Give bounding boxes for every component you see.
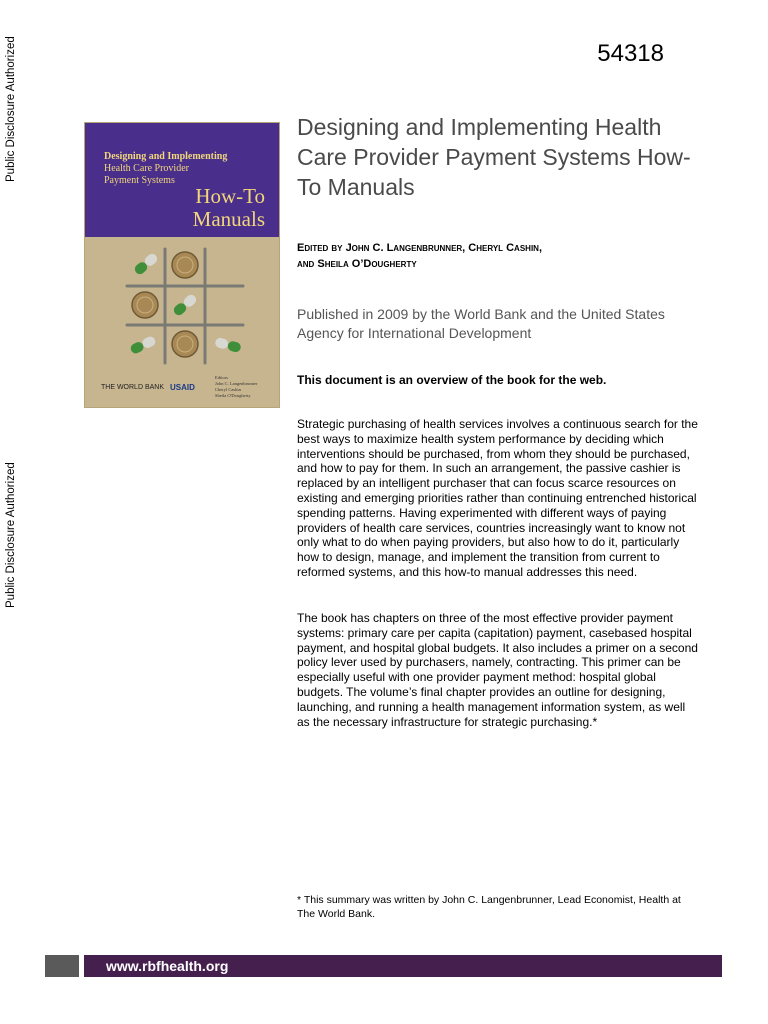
world-bank-logo: THE WORLD BANK	[101, 384, 165, 391]
editors-line: and Sheila O’Dougherty	[297, 258, 417, 270]
cover-subtitle-line: Payment Systems	[104, 175, 175, 186]
cover-subtitle-line: Designing and Implementing	[104, 151, 228, 162]
cover-artwork	[85, 237, 279, 407]
book-cover-image	[84, 122, 280, 408]
footnote: * This summary was written by John C. Langenbrunner, Lead Economist, Health at The World Bank.	[297, 894, 681, 920]
cover-editor-line: Cheryl Cashin	[215, 387, 241, 392]
cover-logos	[101, 383, 195, 392]
document-title: Designing and Implementing Health Care Provider Payment Systems How-To Manuals	[297, 114, 691, 200]
cover-editor-line: John C. Langenbrunner	[215, 381, 258, 386]
footer-bar	[84, 955, 722, 977]
footer-accent-block	[45, 955, 79, 977]
cover-big-title-line: Manuals	[192, 207, 265, 231]
footer-url-link[interactable]: www.rbfhealth.org	[106, 958, 229, 974]
document-number: 54318	[597, 40, 664, 67]
cover-big-title-line: How-To	[195, 184, 265, 208]
side-label-disclosure-bottom: Public Disclosure Authorized	[5, 462, 17, 609]
side-label-disclosure-top: Public Disclosure Authorized	[5, 36, 17, 183]
body-paragraph: Strategic purchasing of health services involves a continuous search for the best ways to maximize health system performance by deciding which interventions should be purchased, from whom they should be purchased, and how to pay for them. In such an arrangement, the passive cashier is replaced by an intelligent purchaser that can focus scarce resources on existing and emerging priorities rather than continuing entrenched historical spending patterns. Having experimented with different ways of paying providers of health care services, countries increasingly want to know not only what to do when paying providers, but also how to do it, particularly how to design, manage, and implement the transition from current to reformed systems, and this how-to manual addresses this need.	[297, 417, 698, 579]
publication-info: Published in 2009 by the World Bank and the United States Agency for International Development	[297, 306, 665, 341]
overview-note: This document is an overview of the book for the web.	[297, 373, 607, 387]
usaid-logo: USAID	[170, 383, 195, 392]
editors-credit	[297, 240, 542, 272]
cover-editor-line: Sheila O'Dougherty	[215, 393, 251, 398]
editors-line: Edited by John C. Langenbrunner, Cheryl Cashin,	[297, 242, 542, 254]
cover-editor-line: Editors	[215, 375, 228, 380]
cover-subtitle-line: Health Care Provider	[104, 163, 189, 174]
cover-title-panel	[85, 123, 279, 237]
body-paragraph: The book has chapters on three of the most effective provider payment systems: primary care per capita (capitation) payment, casebased hospital payment, and hospital global budgets. It also includes a primer on a second policy lever used by purchasers, namely, contracting. This primer can be especially useful with one provider payment method: hospital global budgets. The volume’s final chapter provides an outline for designing, launching, and running a health management information system, as well as the necessary infrastructure for strategic purchasing.*	[297, 611, 698, 729]
cover-editors	[215, 375, 257, 399]
